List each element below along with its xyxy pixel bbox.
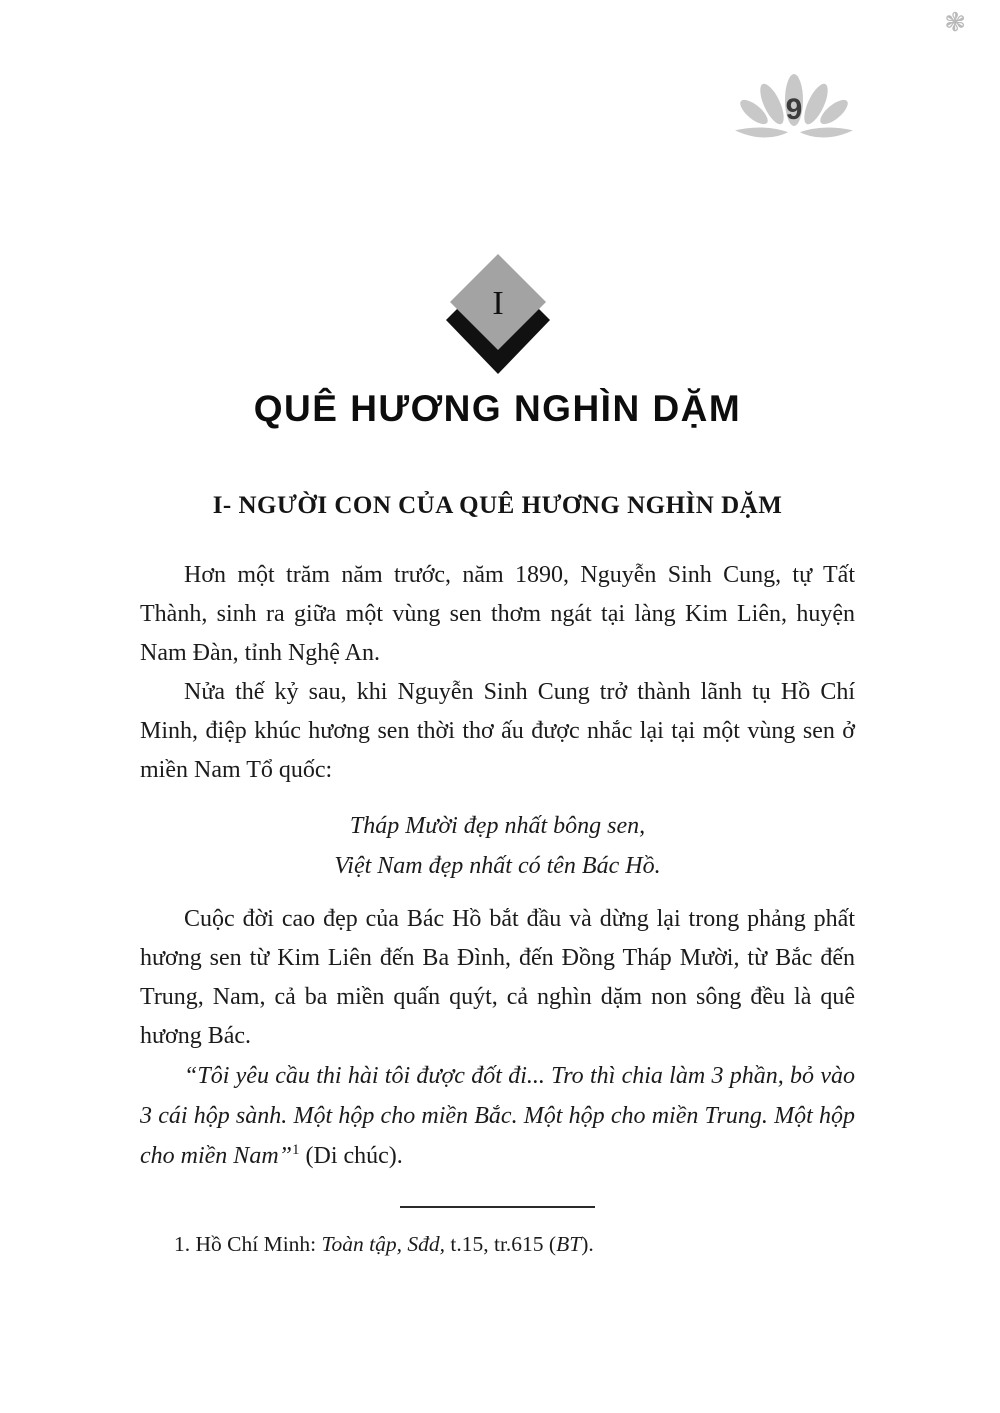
verse [140, 806, 855, 886]
footnote-suffix: ). [581, 1232, 594, 1256]
chapter-diamond-icon [438, 250, 558, 378]
footnote-separator [400, 1206, 595, 1208]
footnote [140, 1228, 855, 1260]
quote-body: “Tôi yêu cầu thi hài tôi được đốt đi... Tro thì chia làm 3 phần, bỏ vào 3 cái hộp sành. Một hộp cho miền Bắc. Một hộp cho miền Trung. Một hộp cho miền Nam” [140, 1063, 855, 1169]
verse-line-1: Tháp Mười đẹp nhất bông sen, [349, 813, 646, 839]
lotus-icon [724, 68, 864, 148]
footnote-work-title: Toàn tập, Sđd, [321, 1232, 445, 1256]
verse-line-2: Việt Nam đẹp nhất có tên Bác Hồ. [334, 853, 661, 879]
page-number: 9 [785, 93, 803, 126]
footnote-ref-mark: 1 [292, 1142, 300, 1158]
quote-suffix: (Di chúc). [299, 1143, 403, 1169]
section-heading: I- NGƯỜI CON CỦA QUÊ HƯƠNG NGHÌN DẶM [212, 492, 783, 519]
quote-paragraph [140, 1056, 855, 1176]
lotus-page-number-ornament [724, 68, 864, 148]
chapter-title: QUÊ HƯƠNG NGHÌN DẶM [253, 388, 742, 429]
footnote-prefix: 1. Hồ Chí Minh: [174, 1232, 322, 1256]
footnote-bt: BT [556, 1232, 582, 1256]
corner-flower-icon: ❃ [944, 8, 966, 37]
footnote-middle: t.15, tr.615 ( [445, 1232, 557, 1256]
chapter-marker: I [491, 285, 504, 322]
paragraph-3: Cuộc đời cao đẹp của Bác Hồ bắt đầu và dừng lại trong phảng phất hương sen từ Kim Liên đến Ba Đình, đến Đồng Tháp Mười, từ Bắc đến Trung, Nam, cả ba miền quấn quýt, cả nghìn dặm non sông đều là quê hương Bác. [140, 906, 855, 1049]
paragraph-1: Hơn một trăm năm trước, năm 1890, Nguyễn Sinh Cung, tự Tất Thành, sinh ra giữa một vùng sen thơm ngát tại làng Kim Liên, huyện Nam Đàn, tỉnh Nghệ An. [140, 562, 855, 666]
paragraph-2: Nửa thế kỷ sau, khi Nguyễn Sinh Cung trở thành lãnh tụ Hồ Chí Minh, điệp khúc hương sen thời thơ ấu được nhắc lại tại một vùng sen ở miền Nam Tổ quốc: [140, 679, 855, 783]
